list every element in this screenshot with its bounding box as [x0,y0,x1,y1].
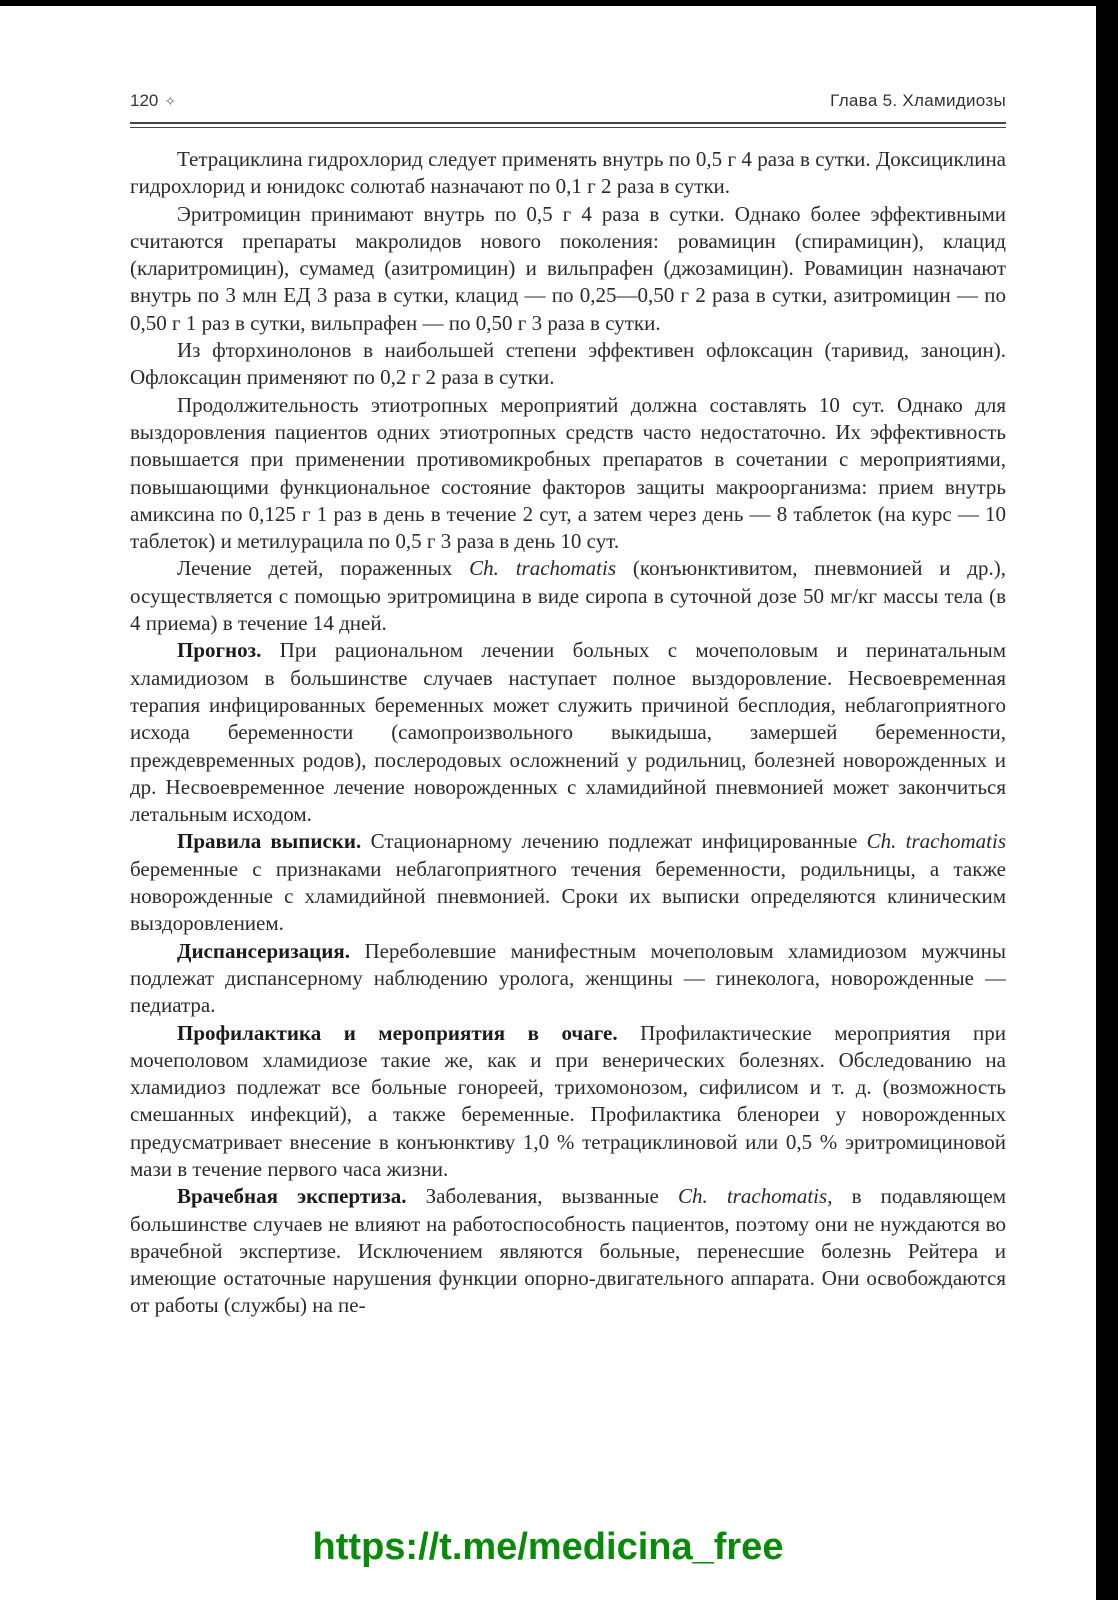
chapter-title: Глава 5. Хламидиозы [830,91,1006,110]
species-name: Ch. trachomatis [677,1184,828,1209]
paragraph: Тетрациклина гидрохлорид следует применять внутрь по 0,5 г 4 раза в сутки. Доксициклина гидрохлорид и юнидокс солютаб назначают по 0,1 г 2 раза в сутки. [130,147,1006,199]
section-heading: Врачебная экспертиза. [177,1184,407,1209]
species-name: Ch. trachomatis [469,556,617,581]
header-rule [130,122,1006,124]
header-rule-thin [130,127,1006,128]
paragraph: Лечение детей, пораженных Ch. trachomatis (конъюнктивитом, пневмонией и др.), осуществляется с помощью эритромицина в виде сиропа в суточной дозе 50 мг/кг массы тела (в 4 приема) в течение 14 дней. [130,556,1006,636]
paragraph-dispensary: Диспансеризация. Переболевшие манифестным мочеполовым хламидиозом мужчины подлежат диспансерному наблюдению уролога, женщины — гинеколога, новорожденные — педиатра. [130,938,1006,1018]
paragraph: Эритромицин принимают внутрь по 0,5 г 4 раза в сутки. Однако более эффективными считаются препараты макролидов нового поколения: ровамицин (спирамицин), клацид (кларитромицин), сумамед (азитромицин) и вильпрафен (джозамицин). Ровамицин назначают внутрь по 3 млн ЕД 3 раза в сутки, клацид — по 0,25—0,50 г 2 раза в сутки, азитромицин — по 0,50 г 1 раз в сутки, вильпрафен — по 0,50 г 3 раза в сутки. [130,201,1006,335]
paragraph-expertise: Врачебная экспертиза. Заболевания, вызванные Ch. trachomatis, в подавляющем большинстве случаев не влияют на работоспособность пациентов, поэтому они не нуждаются во врачебной экспертизе. Исключением являются больные, перенесшие болезнь Рейтера и имеющие остаточные нарушения функции опорно-двигательного аппарата. Они освобождаются от работы (службы) на пе- [130,1184,1006,1318]
paragraph-prevention: Профилактика и мероприятия в очаге. Профилактические мероприятия при мочеполовом хламидиозе такие же, как и при венерических болезнях. Обследованию на хламидиоз подлежат все больные гонореей, трихомонозом, сифилисом и т. д. (возможность смешанных инфекций), а также беременные. Профилактика бленореи у новорожденных предусматривает внесение в конъюнктиву 1,0 % тетрациклиновой или 0,5 % эритромициновой мази в течение первого часа жизни. [130,1020,1006,1181]
section-heading: Прогноз. [177,638,262,663]
section-heading: Диспансеризация. [177,938,350,963]
paragraph-discharge: Правила выписки. Стационарному лечению подлежат инфицированные Ch. trachomatis беременные с признаками неблагоприятного течения беременности, родильницы, а также новорожденные с хламидийной пневмонией. Сроки их выписки определяются клиническим выздоровлением. [130,829,1007,936]
section-heading: Профилактика и мероприятия в очаге. [177,1020,618,1045]
book-page [0,6,1096,1600]
running-header [130,88,1006,118]
page-number: 120 ✧ [130,91,177,110]
body-text [130,146,1006,1320]
section-heading: Правила выписки. [177,829,362,854]
paragraph-prognosis: Прогноз. При рациональном лечении больных с мочеполовым и перинатальным хламидиозом в большинстве случаев наступает полное выздоровление. Несвоевременная терапия инфицированных беременных может служить причиной бесплодия, неблагоприятного исхода беременности (самопроизвольного выкидыша, замершей беременности, преждевременных родов), послеродовых осложнений у родильниц, болезней новорожденных и др. Несвоевременное лечение новорожденных с хламидийной пневмонией может закончиться летальным исходом. [130,638,1006,827]
paragraph: Продолжительность этиотропных мероприятий должна составлять 10 сут. Однако для выздоровления пациентов одних этиотропных средств часто недостаточно. Их эффективность повышается при применении противомикробных препаратов в сочетании с мероприятиями, повышающими функциональное состояние факторов защиты макроорганизма: прием внутрь амиксина по 0,125 г 1 раз в день в течение 2 сут, а затем через день — 8 таблеток (на курс — 10 таблеток) и метилурацила по 0,5 г 3 раза в день 10 сут. [130,392,1006,554]
ornament-icon: ✧ [164,93,177,109]
paragraph: Из фторхинолонов в наибольшей степени эффективен офлоксацин (таривид, заноцин). Офлоксацин применяют по 0,2 г 2 раза в сутки. [130,338,1006,390]
telegram-link[interactable]: https://t.me/medicina_free [312,1526,784,1568]
species-name: Ch. trachomatis [866,829,1007,854]
